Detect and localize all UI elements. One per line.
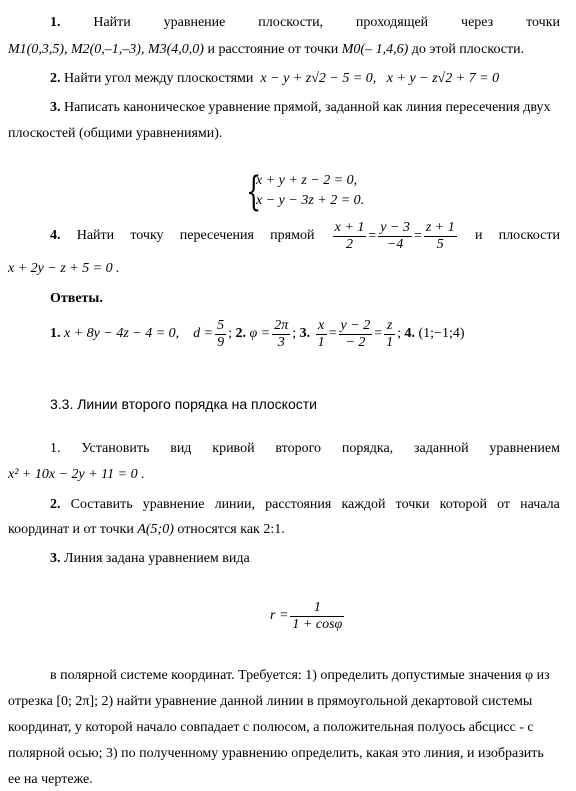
q3-frac: $\frac{1}{1 + \cos\varphi}$ <box>292 599 343 632</box>
q1-word: второго <box>275 441 321 456</box>
q2-word: которой <box>439 497 487 512</box>
p2-eq2: x + y − z√2 + 7 = 0 <box>386 71 500 86</box>
q2-word: уравнение <box>142 497 205 512</box>
p4-frac-x: $\frac{x + 1}{2}$ <box>334 219 365 252</box>
answers-title: Ответы. <box>50 291 103 306</box>
p4-line1 <box>50 216 560 256</box>
p2-line <box>50 70 499 88</box>
answers-line: 1. x + 8y − 4z − 4 = 0, d = $\frac{5}{9}$ ; 2. φ = $\frac{2\pi}{3}$ ; 3. $\frac{x}{1}$ = $\frac{y - 2}{- 2}$ = $\frac{z}{1}$ ; 4. (1;−1;4) <box>50 317 465 350</box>
q3-formula <box>270 596 346 636</box>
answer4-number: 4. <box>404 326 415 341</box>
p1-line2 <box>8 41 524 59</box>
p1-word: плоскости, <box>258 15 324 30</box>
p1-points: M1(0,3,5), M2(0,–1,–3), M3(4,0,0) <box>8 42 204 57</box>
q1-word: порядка, <box>341 441 394 456</box>
p1-text3: до этой плоскости. <box>411 42 525 57</box>
q2-word: каждой <box>341 497 386 512</box>
q1-word: заданной <box>414 441 469 456</box>
p1-number: 1. <box>50 15 61 30</box>
p3-line2: плоскостей (общими уравнениями). <box>8 126 223 141</box>
q3-r: r = <box>270 608 289 623</box>
q2-line1 <box>50 496 560 514</box>
p3-line1 <box>50 99 550 117</box>
p2-number: 2. <box>50 71 61 86</box>
answer3-frac-y: $\frac{y - 2}{- 2}$ <box>340 317 371 350</box>
p2-eq1: x − y + z√2 − 5 = 0, <box>260 71 377 86</box>
system-brace: { <box>246 169 262 215</box>
q1-word: Установить <box>81 441 150 456</box>
answer1-d: d = <box>193 326 214 341</box>
p1-word: Найти <box>93 15 131 30</box>
q1-number: 1. <box>50 441 61 456</box>
p1-text2: и расстояние от точки <box>207 42 339 57</box>
p4-word: Найти <box>76 228 115 243</box>
q3b-line1: в полярной системе координат. Требуется: 1) определить допустимые значения φ из <box>50 668 550 683</box>
q3-line <box>50 550 250 568</box>
p4-number: 4. <box>50 228 61 243</box>
p1-word: через <box>461 15 494 30</box>
answer3-number: 3. <box>299 326 311 341</box>
q3b-line4: полярной осью; 3) по полученному уравнению определить, какая это линия, и изобразить <box>8 746 544 761</box>
q2-word: точки <box>395 497 430 512</box>
q2-text-a: координат и от точки <box>8 522 134 537</box>
q1-word: уравнением <box>489 441 560 456</box>
q1-word: кривой <box>212 441 255 456</box>
p4-line2 <box>8 260 120 278</box>
answer1-eq: x + 8y − 4z − 4 = 0, <box>64 326 180 341</box>
p4-line-eq: $\frac{x + 1}{2}$ = $\frac{y - 3}{-4}$ = $\frac{z + 1}{5}$ <box>334 219 455 252</box>
p1-word: точки <box>526 15 560 30</box>
q2-word: Составить <box>70 497 133 512</box>
q2-number: 2. <box>50 497 61 512</box>
p4-word: точку <box>130 228 164 243</box>
answer1-number: 1. <box>50 326 61 341</box>
q3b-line2: отрезка [0; 2π]; 2) найти уравнение данной линии в прямоугольной декартовой системы <box>8 694 533 709</box>
q3b-line3: координат, у которой начало совпадает с полюсом, а положительная полуось абсцисс - с <box>8 720 534 735</box>
p4-word: и <box>474 228 483 243</box>
q2-text-b: относятся как 2:1. <box>177 522 285 537</box>
p4-word: прямой <box>270 228 315 243</box>
p1-word: проходящей <box>355 15 429 30</box>
q1-line2 <box>8 466 145 484</box>
p1-word: уравнение <box>163 15 226 30</box>
answer1-frac: $\frac{5}{9}$ <box>217 317 225 350</box>
answer3-frac-x: $\frac{x}{1}$ <box>317 317 325 350</box>
p3-number: 3. <box>50 100 61 115</box>
q3-number: 3. <box>50 551 61 566</box>
p1-m0: M0(– 1,4,6) <box>341 42 409 57</box>
q3-text: Линия задана уравнением вида <box>64 551 250 566</box>
answer2-phi: φ = <box>249 326 271 341</box>
answer2-frac: $\frac{2\pi}{3}$ <box>274 317 289 350</box>
section-title: 3.3. Линии второго порядка на плоскости <box>50 396 317 412</box>
p4-word: плоскости <box>498 228 560 243</box>
p4-frac-y: $\frac{y - 3}{-4}$ <box>380 219 410 252</box>
q3b-line5: ее на чертеже. <box>8 772 93 787</box>
p4-word: пересечения <box>179 228 254 243</box>
p4-plane-eq: x + 2y − z + 5 = 0 . <box>8 261 120 276</box>
p4-frac-z: $\frac{z + 1}{5}$ <box>425 219 455 252</box>
q2-word: от <box>497 497 511 512</box>
p2-text: Найти угол между плоскостями <box>64 71 254 86</box>
answer2-number: 2. <box>235 326 247 341</box>
answer4-point: (1;−1;4) <box>418 326 465 341</box>
answer3-frac-z: $\frac{z}{1}$ <box>386 317 394 350</box>
q2-word: расстояния <box>265 497 332 512</box>
q2-word: линии, <box>214 497 256 512</box>
q1-line1 <box>50 440 560 458</box>
q2-line2 <box>8 521 285 539</box>
p3-text1: Написать каноническое уравнение прямой, заданной как линия пересечения двух <box>64 100 551 115</box>
q2-word: начала <box>520 497 560 512</box>
p3-sys-eq2: x − y − 3z + 2 = 0. <box>256 193 365 208</box>
q1-word: вид <box>170 441 192 456</box>
p3-sys-eq1: x + y + z − 2 = 0, <box>256 173 358 188</box>
p1-line1 <box>50 14 560 32</box>
q1-eq: x² + 10x − 2y + 11 = 0 . <box>8 467 145 482</box>
q2-point: A(5;0) <box>137 522 174 537</box>
